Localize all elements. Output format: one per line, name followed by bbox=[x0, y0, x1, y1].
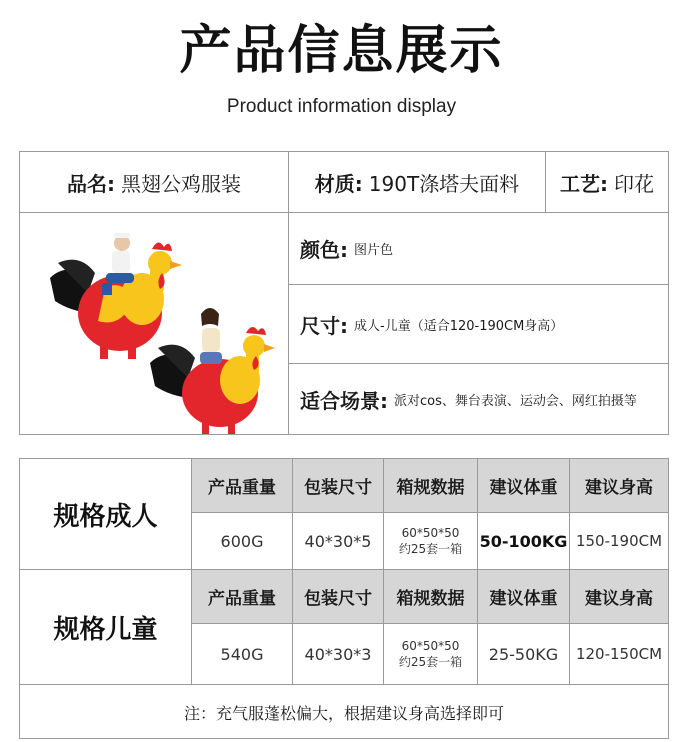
adult-box-quantity: 约25套一箱 bbox=[398, 542, 463, 556]
header-body-weight: 建议体重 bbox=[478, 459, 569, 512]
material-label: 材质: bbox=[314, 171, 363, 196]
sizing-note: 注：充气服蓬松偏大，根据建议身高选择即可 bbox=[183, 703, 504, 723]
page-title: 产品信息展示 bbox=[179, 21, 504, 81]
page-subtitle: Product information display bbox=[226, 96, 457, 117]
child-box-quantity: 约25套一箱 bbox=[398, 655, 463, 669]
color-label: 颜色: bbox=[300, 238, 348, 262]
adult-package: 40*30*5 bbox=[304, 531, 372, 551]
product-name-cell bbox=[20, 152, 288, 212]
color-value: 图片色 bbox=[354, 243, 394, 258]
adult-box-data bbox=[384, 513, 477, 569]
adult-weight: 600G bbox=[220, 531, 264, 551]
craft-value: 印花 bbox=[614, 171, 654, 196]
product-name-value: 黑翅公鸡服装 bbox=[121, 171, 241, 196]
adult-body-weight: 50-100KG bbox=[479, 531, 568, 551]
craft-cell bbox=[546, 152, 668, 212]
size-value: 成人-儿童（适合120-190CM身高） bbox=[354, 318, 564, 334]
scene-cell bbox=[300, 364, 668, 434]
child-body-weight: 25-50KG bbox=[488, 644, 559, 664]
child-weight: 540G bbox=[220, 644, 264, 664]
child-spec-label: 规格儿童 bbox=[53, 614, 158, 645]
child-height: 120-150CM bbox=[575, 645, 663, 663]
product-name-label: 品名: bbox=[67, 171, 115, 196]
color-cell bbox=[300, 213, 668, 284]
adult-height: 150-190CM bbox=[575, 532, 663, 550]
material-cell bbox=[289, 152, 545, 212]
child-package: 40*30*3 bbox=[304, 644, 372, 664]
size-cell bbox=[300, 285, 668, 363]
header-height: 建议身高 bbox=[570, 570, 668, 623]
header-height: 建议身高 bbox=[570, 459, 668, 512]
header-package-size: 包装尺寸 bbox=[293, 570, 383, 623]
size-label: 尺寸: bbox=[300, 313, 348, 338]
rooster-costume-photo-icon bbox=[20, 213, 288, 434]
child-box-data bbox=[384, 624, 477, 684]
child-box-dimensions: 60*50*50 bbox=[401, 639, 460, 653]
scene-value: 派对cos、舞台表演、运动会、网红拍摄等 bbox=[394, 393, 637, 409]
header-box-data: 箱规数据 bbox=[384, 570, 477, 623]
craft-label: 工艺: bbox=[560, 171, 608, 196]
header-body-weight: 建议体重 bbox=[478, 570, 569, 623]
header-package-size: 包装尺寸 bbox=[293, 459, 383, 512]
product-image bbox=[20, 213, 288, 434]
adult-spec-label: 规格成人 bbox=[53, 501, 158, 532]
header-product-weight: 产品重量 bbox=[192, 570, 292, 623]
spec-table bbox=[19, 458, 669, 739]
material-value: 190T涤塔夫面料 bbox=[368, 171, 520, 196]
product-info-table bbox=[19, 151, 669, 435]
header-box-data: 箱规数据 bbox=[384, 459, 477, 512]
adult-box-dimensions: 60*50*50 bbox=[401, 526, 460, 540]
header-product-weight: 产品重量 bbox=[192, 459, 292, 512]
scene-label: 适合场景: bbox=[300, 388, 388, 413]
